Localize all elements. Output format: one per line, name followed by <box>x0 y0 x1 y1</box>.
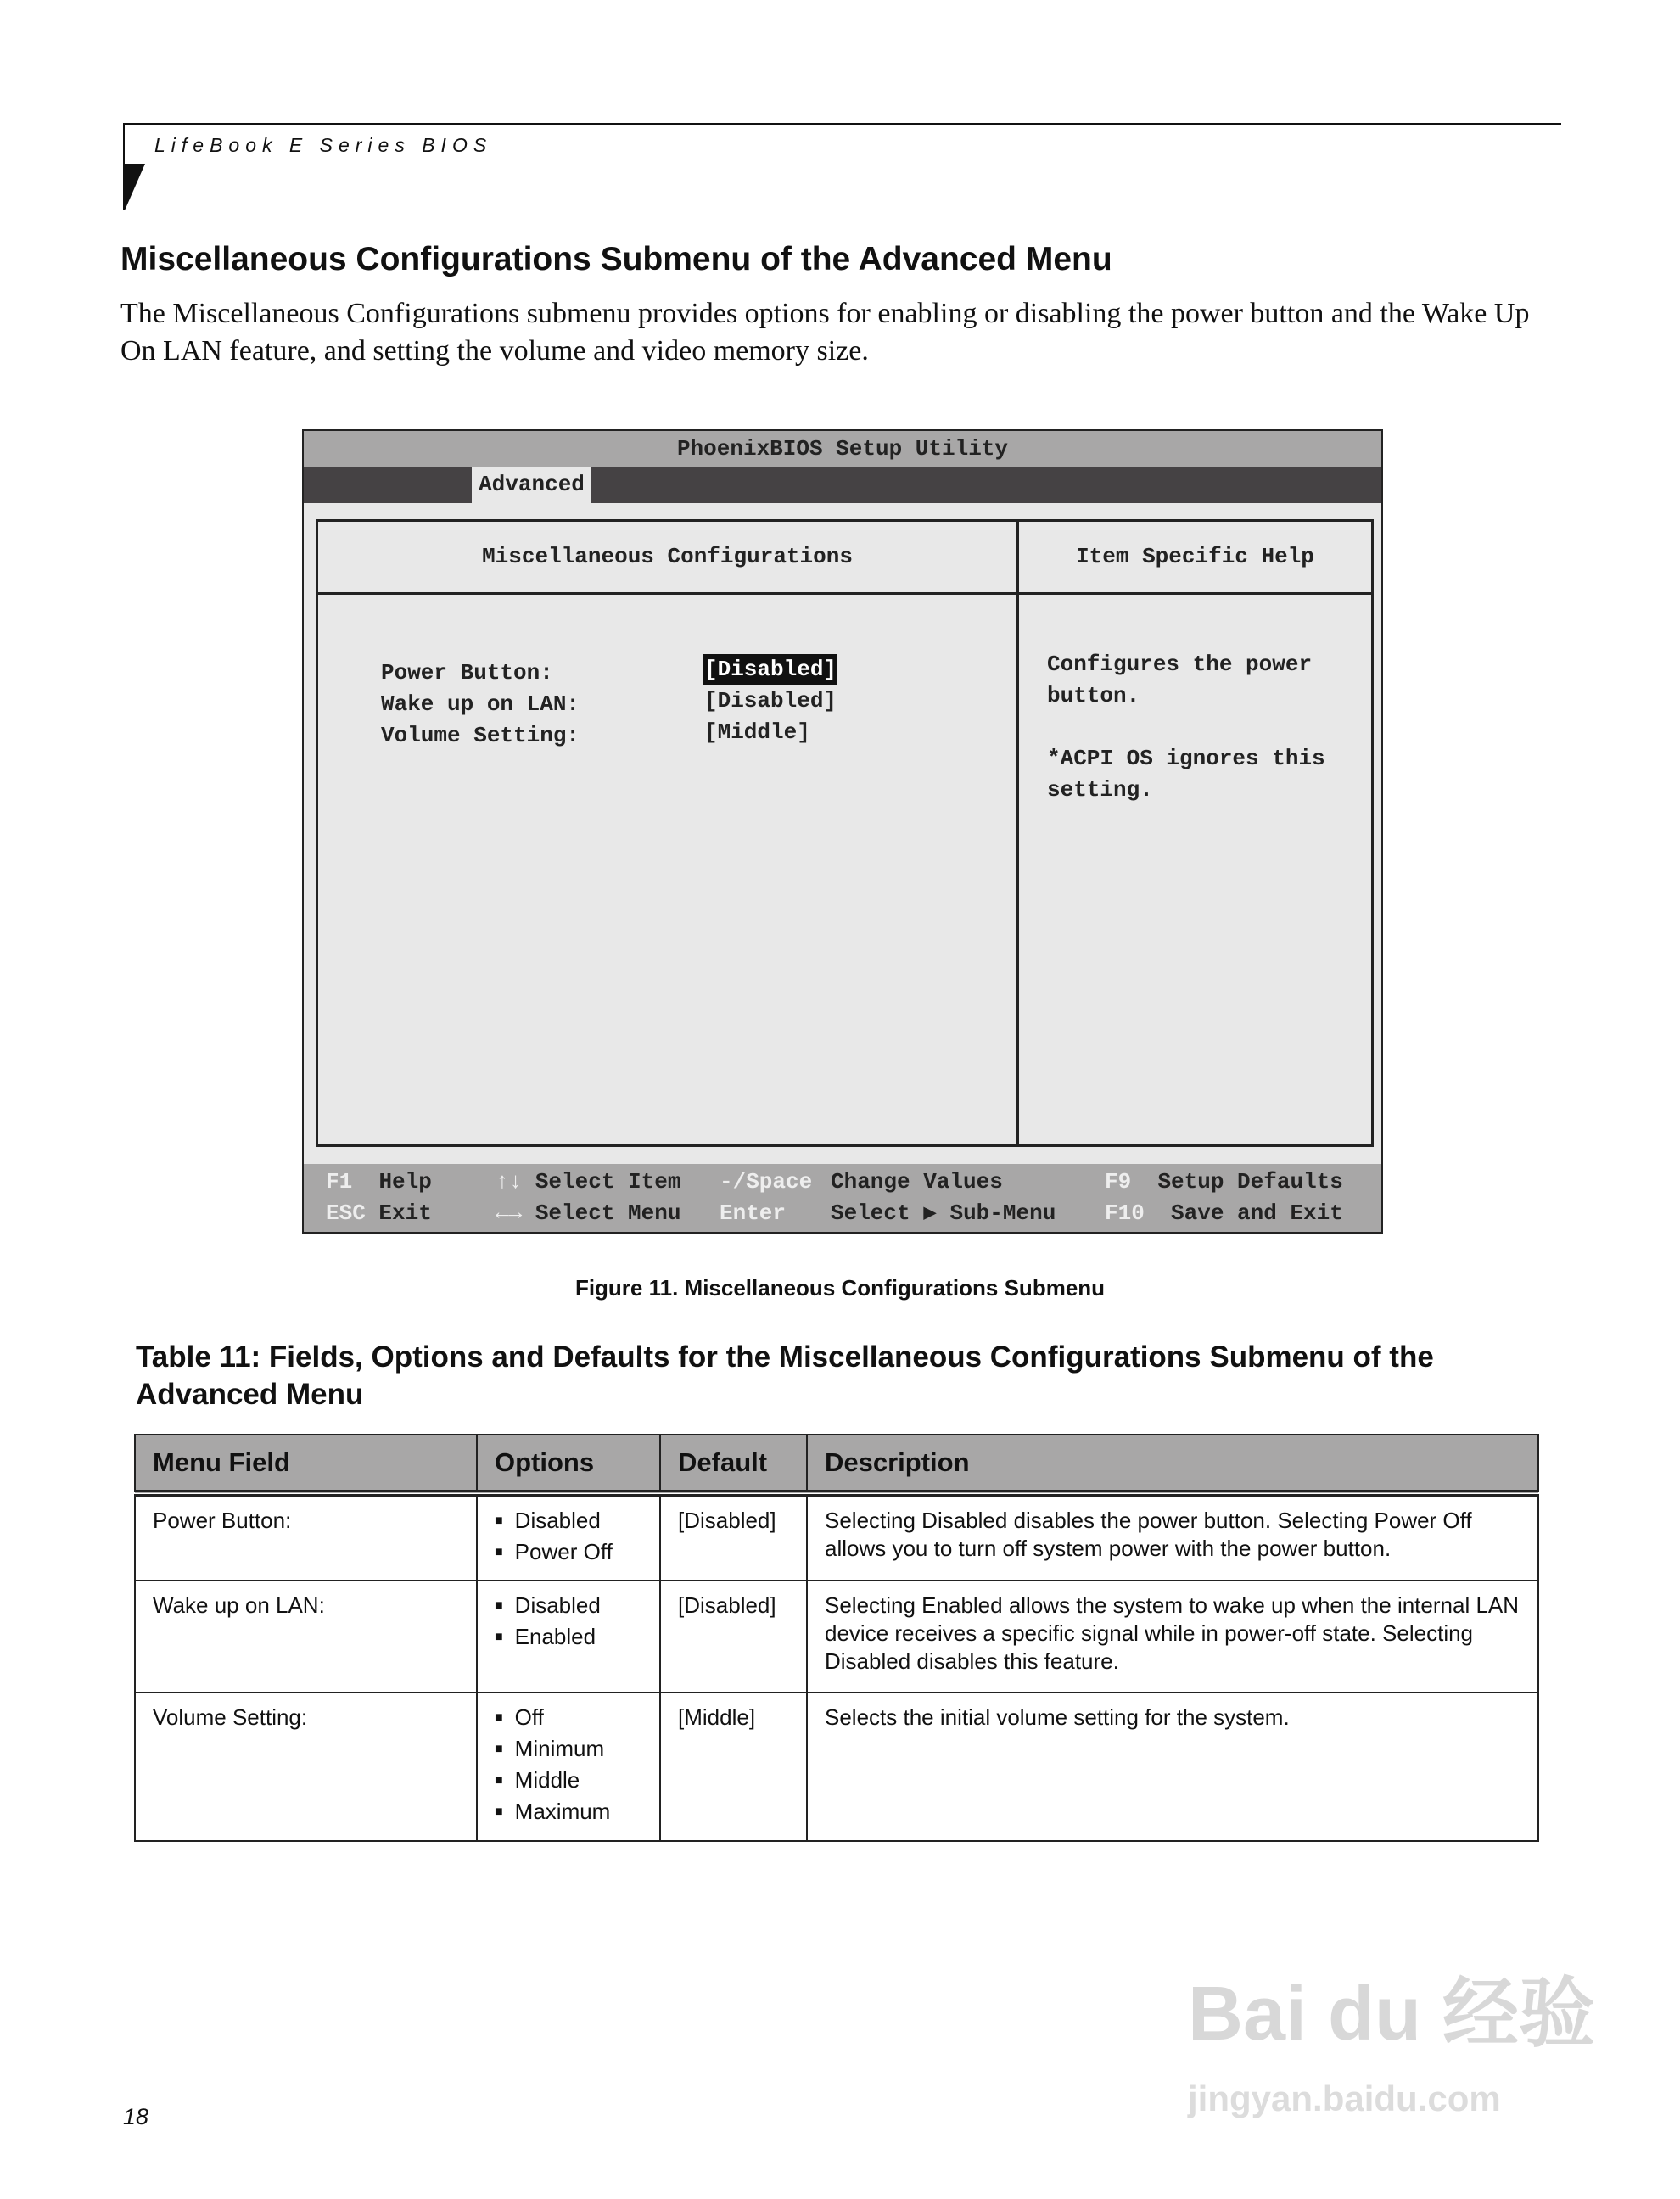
description-cell: Selecting Enabled allows the system to wake up when the internal LAN device receives a specific signal while in power-off state. Selecting Disabled disables this feature. <box>807 1581 1538 1693</box>
table-title: Table 11: Fields, Options and Defaults for the Miscellaneous Configurations Submenu of the Advanced Menu <box>136 1340 1434 1411</box>
setting-label-wake-on-lan: Wake up on LAN: <box>381 691 580 717</box>
key-hint-select-item: ↑↓ Select Item <box>496 1169 681 1195</box>
intro-paragraph: The Miscellaneous Configurations submenu provides options for enabling or disabling the power button and the Wake Up On LAN feature, and setting the volume and video memory size. <box>120 298 1530 366</box>
description-cell: Selects the initial volume setting for the system. <box>807 1693 1538 1841</box>
setting-value-power-button[interactable]: [Disabled] <box>703 654 837 685</box>
field-cell: Volume Setting: <box>135 1693 477 1841</box>
key-hint-f9: F9 Setup Defaults <box>1105 1169 1343 1195</box>
column-header: Options <box>477 1435 660 1493</box>
page-number: 18 <box>123 2104 149 2129</box>
help-line: setting. <box>1047 777 1153 803</box>
bios-menu-bar <box>304 467 1381 503</box>
options-cell <box>477 1493 660 1581</box>
key-hint-f1: F1 Help <box>326 1169 432 1195</box>
option-item: ■ Enabled <box>495 1623 642 1654</box>
key-hint-enter: Enter <box>720 1200 787 1226</box>
options-cell <box>477 1581 660 1693</box>
setting-label-volume: Volume Setting: <box>381 723 580 748</box>
column-header: Menu Field <box>135 1435 477 1493</box>
option-item: ■ Minimum <box>495 1735 642 1766</box>
running-header: LifeBook E Series BIOS <box>154 134 493 156</box>
options-table <box>134 1434 1539 1842</box>
figure-caption: Figure 11. Miscellaneous Configurations Submenu <box>574 1275 1106 1301</box>
field-cell: Wake up on LAN: <box>135 1581 477 1693</box>
setting-label-power-button: Power Button: <box>381 660 553 685</box>
default-cell: [Middle] <box>660 1693 807 1841</box>
key-hint-f10: F10 Save and Exit <box>1105 1200 1343 1226</box>
option-item: ■ Off <box>495 1704 642 1735</box>
panel-header-rule <box>318 592 1371 595</box>
options-cell <box>477 1693 660 1841</box>
table-header-row <box>135 1435 1538 1493</box>
watermark-logo: Bai du 经验 <box>1188 1972 1596 2056</box>
key-hint-change-values: -/Space <box>720 1169 813 1195</box>
setting-value-wake-on-lan[interactable]: [Disabled] <box>704 688 837 713</box>
header-tab-marker <box>125 164 145 210</box>
bios-panel <box>316 519 1374 1147</box>
table-row <box>135 1693 1538 1841</box>
bios-title: PhoenixBIOS Setup Utility <box>304 431 1381 467</box>
description-cell: Selecting Disabled disables the power button. Selecting Power Off allows you to turn off system power with the power button. <box>807 1493 1538 1581</box>
watermark-url: jingyan.baidu.com <box>1188 2079 1501 2118</box>
help-line: Configures the power <box>1047 652 1313 677</box>
key-hint-change-values-label: Change Values <box>831 1169 1003 1195</box>
key-hint-select-menu: ←→ Select Menu <box>496 1200 681 1226</box>
column-header: Default <box>660 1435 807 1493</box>
table-row <box>135 1581 1538 1693</box>
field-cell: Power Button: <box>135 1493 477 1581</box>
column-header: Description <box>807 1435 1538 1493</box>
key-hint-enter-label: Select ▶ Sub-Menu <box>831 1200 1056 1226</box>
help-title: Item Specific Help <box>1076 544 1314 569</box>
panel-divider <box>1016 522 1019 1144</box>
option-item: ■ Middle <box>495 1766 642 1798</box>
default-cell: [Disabled] <box>660 1581 807 1693</box>
option-item: ■ Maximum <box>495 1798 642 1829</box>
key-hint-esc: ESC Exit <box>326 1200 432 1226</box>
help-line: *ACPI OS ignores this <box>1047 746 1325 771</box>
default-cell: [Disabled] <box>660 1493 807 1581</box>
option-item: ■ Disabled <box>495 1507 642 1538</box>
help-line: button. <box>1047 683 1140 708</box>
table-row <box>135 1493 1538 1581</box>
tab-advanced[interactable]: Advanced <box>472 467 591 503</box>
option-item: ■ Disabled <box>495 1592 642 1623</box>
section-title: Miscellaneous Configurations Submenu of the Advanced Menu <box>120 241 1112 277</box>
panel-title: Miscellaneous Configurations <box>482 544 853 569</box>
bios-screenshot <box>302 429 1383 1234</box>
option-item: ■ Power Off <box>495 1538 642 1570</box>
header-rule <box>123 123 1561 125</box>
bios-footer <box>304 1164 1381 1232</box>
setting-value-volume[interactable]: [Middle] <box>704 719 810 745</box>
